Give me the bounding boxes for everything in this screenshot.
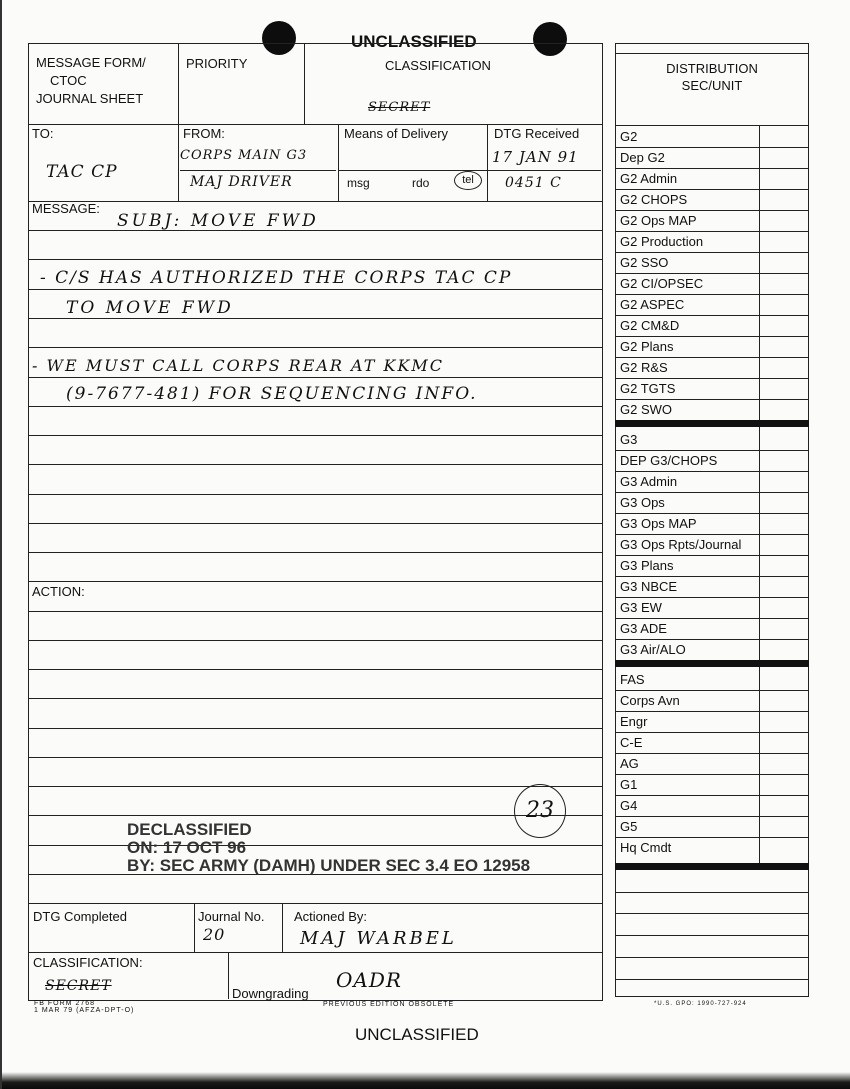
footer-classification-label: CLASSIFICATION:: [33, 955, 143, 970]
means-msg: msg: [347, 176, 370, 190]
dist-item-g2-swo: G2 SWO: [620, 402, 673, 417]
dist-item-g2-rs: G2 R&S: [620, 360, 668, 375]
dist-item-engr: Engr: [620, 714, 648, 729]
dist-item-ag: AG: [620, 756, 639, 771]
distribution-separator: [615, 863, 809, 870]
dist-item-g3-ops-rpts-journal: G3 Ops Rpts/Journal: [620, 537, 742, 552]
dist-item-g3-admin: G3 Admin: [620, 474, 678, 489]
dist-item-corps-avn: Corps Avn: [620, 693, 680, 708]
dist-item-g2-production: G2 Production: [620, 234, 704, 249]
message-line-7: (9-7677-481) FOR SEQUENCING INFO.: [66, 384, 478, 404]
dist-item-g3-ops-map: G3 Ops MAP: [620, 516, 697, 531]
dist-item-g2: G2: [620, 129, 638, 144]
from-label: FROM:: [183, 126, 225, 141]
dist-item-g2-chops: G2 CHOPS: [620, 192, 688, 207]
dist-item-g3-plans: G3 Plans: [620, 558, 674, 573]
dist-item-g2-ci-opsec: G2 CI/OPSEC: [620, 276, 704, 291]
message-line-4: TO MOVE FWD: [66, 298, 234, 318]
dist-item-g1: G1: [620, 777, 638, 792]
previous-edition-note: PREVIOUS EDITION OBSOLETE: [323, 1001, 455, 1008]
dtg-received-time: 0451 C: [505, 175, 562, 191]
to-label: TO:: [32, 126, 54, 141]
priority-label: PRIORITY: [186, 56, 248, 71]
dist-item-g3-ops: G3 Ops: [620, 495, 665, 510]
message-line-6: - WE MUST CALL CORPS REAR AT KKMC: [32, 356, 445, 375]
means-of-delivery-label: Means of Delivery: [344, 126, 449, 141]
page-number-circled: 23: [514, 784, 566, 838]
dist-item-g2-aspec: G2 ASPEC: [620, 297, 685, 312]
message-label: MESSAGE:: [32, 201, 100, 216]
dist-item-fas: FAS: [620, 672, 645, 687]
actioned-by-label: Actioned By:: [294, 909, 367, 924]
downgrading-label: Downgrading: [232, 986, 309, 1001]
means-tel-circled: tel: [454, 171, 482, 190]
dist-item-hq-cmdt: Hq Cmdt: [620, 840, 672, 855]
distribution-header: DISTRIBUTION SEC/UNIT: [666, 61, 758, 93]
dist-item-dep-g2: Dep G2: [620, 150, 665, 165]
actioned-by-value: MAJ WARBEL: [300, 928, 457, 949]
declassification-stamp: DECLASSIFIED ON: 17 OCT 96 BY: SEC ARMY (DAMH) UNDER SEC 3.4 EO 12958: [127, 820, 531, 875]
dist-item-g3-ade: G3 ADE: [620, 621, 667, 636]
scan-edge: [0, 0, 2, 1089]
dist-item-g3: G3: [620, 432, 638, 447]
dtg-received-label: DTG Received: [494, 126, 580, 141]
dist-item-g3-ew: G3 EW: [620, 600, 662, 615]
dist-item-g2-admin: G2 Admin: [620, 171, 678, 186]
form-title: MESSAGE FORM/ CTOC JOURNAL SHEET: [36, 55, 146, 106]
top-marking: UNCLASSIFIED: [351, 32, 477, 51]
dist-item-g2-ops-map: G2 Ops MAP: [620, 213, 697, 228]
from-unit: CORPS MAIN G3: [180, 148, 308, 163]
to-value: TAC CP: [46, 162, 118, 182]
dist-item-g5: G5: [620, 819, 638, 834]
classification-label: CLASSIFICATION: [385, 58, 491, 73]
means-rdo: rdo: [412, 176, 430, 190]
form-number: FB FORM 2768 1 MAR 79 (AFZA-DPT-O): [34, 1000, 135, 1014]
distribution-separator: [615, 660, 809, 667]
message-line-3: - C/S HAS AUTHORIZED THE CORPS TAC CP: [40, 268, 513, 288]
scan-edge: [0, 1072, 850, 1089]
bottom-marking: UNCLASSIFIED: [355, 1025, 479, 1044]
dist-item-g2-cmd: G2 CM&D: [620, 318, 680, 333]
dist-item-g2-tgts: G2 TGTS: [620, 381, 676, 396]
footer-classification-value: SECRET: [45, 978, 112, 994]
dist-item-g2-plans: G2 Plans: [620, 339, 674, 354]
gpo-note: *U.S. GPO: 1990-727-924: [654, 1001, 747, 1007]
dtg-received-date: 17 JAN 91: [492, 148, 579, 166]
dist-item-dep-g3-chops: DEP G3/CHOPS: [620, 453, 718, 468]
dist-item-ce: C-E: [620, 735, 643, 750]
classification-value: SECRET: [368, 100, 431, 115]
dist-item-g3-nbce: G3 NBCE: [620, 579, 678, 594]
dist-item-g2-sso: G2 SSO: [620, 255, 669, 270]
journal-no-value: 20: [203, 925, 226, 944]
from-officer: MAJ DRIVER: [190, 174, 293, 190]
dtg-completed-label: DTG Completed: [33, 909, 127, 924]
journal-no-label: Journal No.: [198, 909, 265, 924]
dist-item-g4: G4: [620, 798, 638, 813]
action-label: ACTION:: [32, 584, 85, 599]
dist-item-g3-air-alo: G3 Air/ALO: [620, 642, 686, 657]
distribution-separator: [615, 420, 809, 427]
message-line-1: SUBJ: MOVE FWD: [117, 211, 319, 231]
downgrading-value: OADR: [336, 968, 402, 992]
